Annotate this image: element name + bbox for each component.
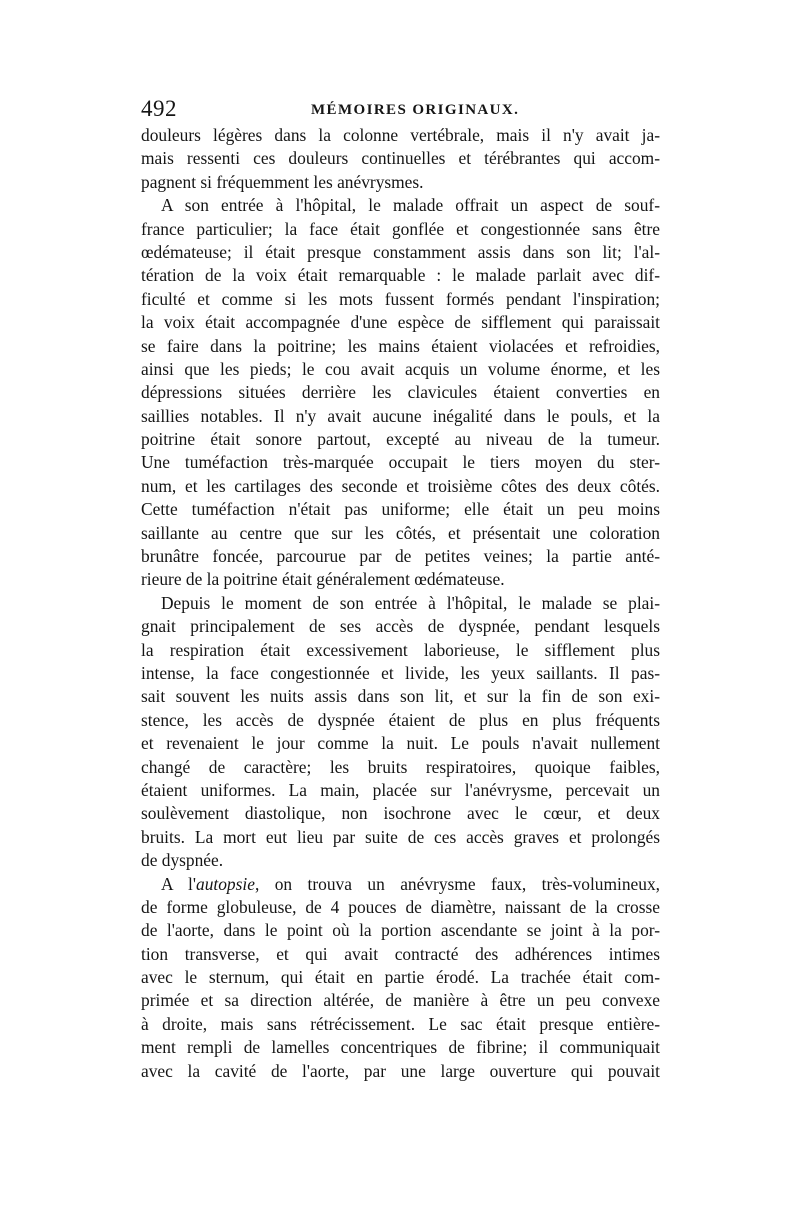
text-line: saillies notables. Il n'y avait aucune inégalité dans le pouls, et la: [141, 405, 660, 426]
text-line: num, et les cartilages des seconde et troisième côtes des deux côtés.: [141, 475, 660, 496]
emphasized-word: autopsie: [196, 873, 255, 894]
text-line: de dyspnée.: [141, 850, 224, 871]
text-fragment: , on trouva un anévrysme faux, très-volumineux,: [254, 873, 660, 894]
text-line: france particulier; la face était gonflée et congestionnée sans être: [141, 218, 660, 239]
text-line: douleurs légères dans la colonne vertébrale, mais il n'y avait ja-: [141, 125, 660, 145]
text-line: ainsi que les pieds; le cou avait acquis un volume énorme, et les: [141, 358, 660, 379]
text-line: à droite, mais sans rétrécissement. Le sac était presque entière-: [141, 1013, 660, 1034]
text-line: la voix était accompagnée d'une espèce de sifflement qui paraissait: [141, 312, 660, 333]
running-title: MÉMOIRES ORIGINAUX.: [311, 102, 520, 118]
text-line: dépressions situées derrière les clavicules étaient converties en: [141, 382, 660, 403]
text-line: gnait principalement de ses accès de dyspnée, pendant lesquels: [141, 616, 660, 637]
text-line: étaient uniformes. La main, placée sur l'anévrysme, percevait un: [141, 779, 660, 800]
text-line: changé de caractère; les bruits respiratoires, quoique faibles,: [141, 756, 660, 777]
text-line: saillante au centre que sur les côtés, et présentait une coloration: [141, 522, 660, 543]
text-line: Cette tuméfaction n'était pas uniforme; elle était un peu moins: [141, 499, 660, 520]
text-line: poitrine était sonore partout, excepté au niveau de la tumeur.: [141, 429, 660, 450]
page-number: 492: [141, 96, 177, 121]
text-line: tion transverse, et qui avait contracté des adhérences intimes: [141, 943, 660, 964]
text-line: œdémateuse; il était presque constamment assis dans son lit; l'al-: [141, 241, 660, 262]
text-line: bruits. La mort eut lieu par suite de ces accès graves et prolongés: [141, 826, 660, 847]
text-line: sait souvent les nuits assis dans son lit, et sur la fin de son exi-: [141, 686, 660, 707]
text-line: la respiration était excessivement laborieuse, le sifflement plus: [141, 639, 660, 660]
text-line: soulèvement diastolique, non isochrone avec le cœur, et deux: [141, 803, 660, 824]
text-line: pagnent si fréquemment les anévrysmes.: [141, 171, 424, 192]
text-line: se faire dans la poitrine; les mains étaient violacées et refroidies,: [141, 335, 660, 356]
text-line: tération de la voix était remarquable : le malade parlait avec dif-: [141, 265, 660, 286]
text-line: stence, les accès de dyspnée étaient de plus en plus fréquents: [141, 709, 660, 730]
text-line: mais ressenti ces douleurs continuelles et térébrantes qui accom-: [141, 148, 660, 169]
text-line: [141, 873, 660, 896]
text-line: avec le sternum, qui était en partie érodé. La trachée était com-: [141, 967, 660, 988]
text-line: primée et sa direction altérée, de manière à être un peu convexe: [141, 990, 660, 1011]
body-text: [141, 124, 660, 1083]
page-header: [141, 94, 660, 124]
text-line: Une tuméfaction très-marquée occupait le tiers moyen du ster-: [141, 452, 660, 473]
text-line: rieure de la poitrine était généralement œdémateuse.: [141, 569, 505, 590]
paragraph: [141, 873, 660, 1084]
text-line: A son entrée à l'hôpital, le malade offrait un aspect de souf-: [161, 195, 660, 216]
text-line: de forme globuleuse, de 4 pouces de diamètre, naissant de la crosse: [141, 896, 660, 917]
text-fragment: A l': [161, 873, 196, 894]
text-line: ment rempli de lamelles concentriques de fibrine; il communiquait: [141, 1037, 660, 1058]
text-line: et revenaient le jour comme la nuit. Le pouls n'avait nullement: [141, 733, 660, 754]
paragraph: [141, 592, 660, 873]
text-line: avec la cavité de l'aorte, par une large ouverture qui pouvait: [141, 1060, 660, 1081]
paragraph: [141, 124, 660, 194]
text-line: brunâtre foncée, parcourue par de petites veines; la partie anté-: [141, 546, 660, 567]
text-line: intense, la face congestionnée et livide, les yeux saillants. Il pas-: [141, 662, 660, 683]
text-line: de l'aorte, dans le point où la portion ascendante se joint à la por-: [141, 920, 660, 941]
text-line: ficulté et comme si les mots fussent formés pendant l'inspiration;: [141, 288, 660, 309]
text-line: Depuis le moment de son entrée à l'hôpital, le malade se plai-: [161, 592, 660, 613]
paragraph: [141, 194, 660, 592]
